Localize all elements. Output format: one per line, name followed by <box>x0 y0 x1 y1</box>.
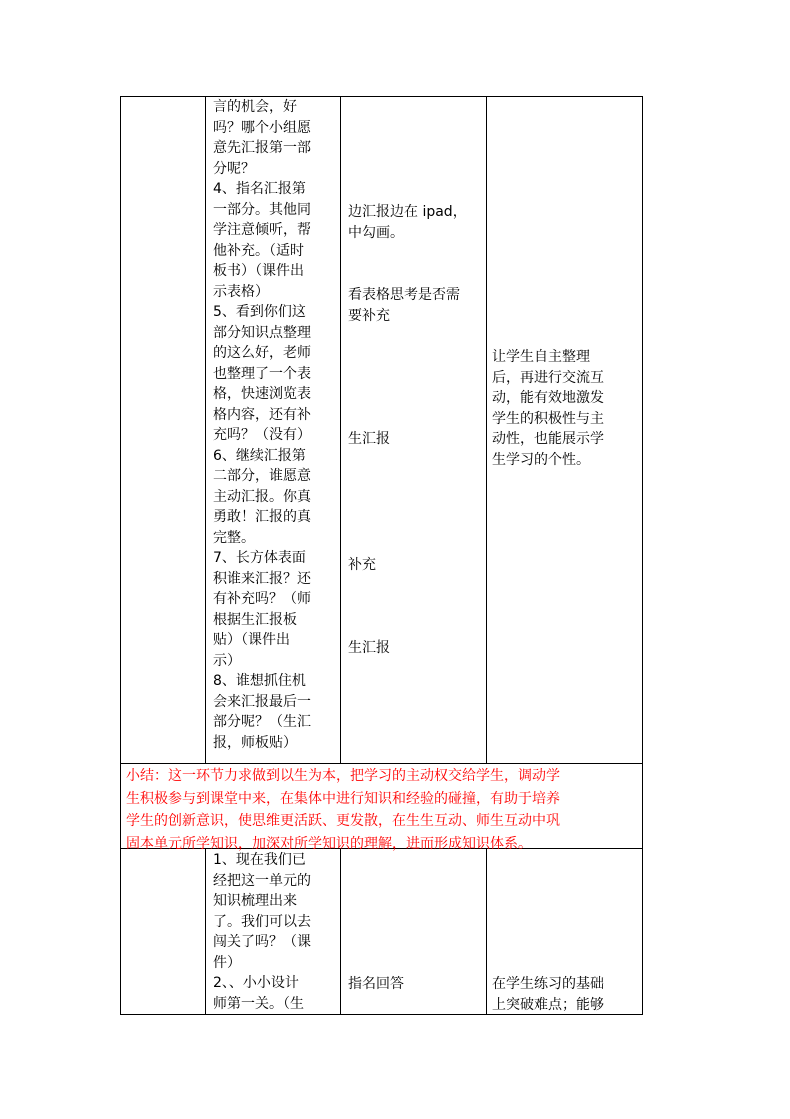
text-line: 部分呢？（生汇 <box>213 714 311 730</box>
text-line: 5、看到你们这 <box>213 304 306 320</box>
summary-top-border <box>120 763 643 764</box>
text-line: 生汇报 <box>348 640 390 656</box>
summary-line: 小结：这一环节力求做到以生为本，把学习的主动权交给学生，调动学 <box>126 768 560 784</box>
text-line: 充吗？（没有） <box>213 427 311 443</box>
text-line: 生汇报 <box>348 431 390 447</box>
student-activity-supplement <box>348 555 484 576</box>
text-line: 会来汇报最后一 <box>213 693 311 710</box>
student-activity-check-table <box>348 285 484 326</box>
text-line: 了。我们可以去 <box>213 913 311 930</box>
text-line: 件） <box>213 954 241 971</box>
text-line: 示） <box>213 652 241 669</box>
text-line: 学生的积极性与主 <box>492 410 604 427</box>
text-line: 动，能有效地激发 <box>492 390 604 406</box>
text-line: 在学生练习的基础 <box>492 976 604 992</box>
student-activity-report <box>348 202 484 243</box>
col-divider-1-bottom <box>205 848 206 1014</box>
text-line: 也整理了一个表 <box>213 365 311 382</box>
teacher-activity-cell <box>213 97 338 753</box>
summary-line: 学生的创新意识，使思维更活跃、更发散，在生生互动、师生互动中巩 <box>126 813 560 829</box>
text-line: 吗？哪个小组愿 <box>213 119 311 136</box>
text-line: 贴）（课件出 <box>213 632 290 648</box>
col-divider-1-top <box>205 96 206 763</box>
text-line: 边汇报边在 ipad， <box>348 204 467 220</box>
text-line: 二部分，谁愿意 <box>213 468 311 484</box>
summary-line: 生积极参与到课堂中来，在集体中进行知识和经验的碰撞，有助于培养 <box>126 790 560 807</box>
text-line: 2、、小小设计 <box>213 975 299 991</box>
text-line: 完整。 <box>213 529 255 546</box>
text-line: 格，快速浏览表 <box>213 386 311 402</box>
text-line: 学注意倾听，帮 <box>213 222 311 238</box>
teacher-activity-cell-2 <box>213 850 338 1014</box>
text-line: 闯关了吗？（课 <box>213 934 311 950</box>
text-line: 指名回答 <box>348 976 404 992</box>
text-line: 部分知识点整理 <box>213 324 311 341</box>
text-line: 8、谁想抓住机 <box>213 673 306 689</box>
table-left-border <box>120 96 121 1015</box>
summary-line: 固本单元所学知识，加深对所学知识的理解，进而形成知识体系。 <box>126 835 532 852</box>
table-top-border <box>120 96 643 97</box>
text-line: 师第一关。（生 <box>213 995 304 1012</box>
text-line: 要补充 <box>348 307 390 324</box>
text-line: 勇敢！汇报的真 <box>213 509 311 525</box>
text-line: 根据生汇报板 <box>213 611 297 628</box>
text-line: 后，再进行交流互 <box>492 369 604 386</box>
text-line: 格内容，还有补 <box>213 406 311 423</box>
text-line: 分呢？ <box>213 160 255 177</box>
student-activity-report-3 <box>348 638 484 659</box>
student-activity-answer <box>348 974 484 995</box>
text-line: 知识梳理出来 <box>213 893 297 909</box>
text-line: 有补充吗？（师 <box>213 591 311 607</box>
text-line: 他补充。（适时 <box>213 242 304 259</box>
text-line: 主动汇报。你真 <box>213 488 311 505</box>
text-line: 生学习的个性。 <box>492 451 590 468</box>
text-line: 7、长方体表面 <box>213 550 306 566</box>
col-divider-3-top <box>486 96 487 763</box>
table-right-border <box>642 96 643 1015</box>
design-intent-cell-2 <box>492 974 640 1015</box>
text-line: 一部分。其他同 <box>213 201 311 218</box>
design-intent-cell <box>492 347 640 470</box>
col-divider-3-bottom <box>486 848 487 1014</box>
text-line: 的这么好，老师 <box>213 345 311 361</box>
student-activity-report-2 <box>348 429 484 450</box>
text-line: 1、现在我们已 <box>213 852 306 868</box>
text-line: 积谁来汇报？还 <box>213 570 311 587</box>
text-line: 中勾画。 <box>348 224 404 241</box>
text-line: 报，师板贴） <box>213 734 297 751</box>
text-line: 4、指名汇报第 <box>213 181 306 197</box>
text-line: 让学生自主整理 <box>492 349 590 365</box>
text-line: 板书）（课件出 <box>213 263 304 279</box>
text-line: 补充 <box>348 557 376 573</box>
text-line: 看表格思考是否需 <box>348 287 460 303</box>
text-line: 示表格） <box>213 283 269 300</box>
text-line: 意先汇报第一部 <box>213 140 311 156</box>
text-line: 言的机会，好 <box>213 99 297 115</box>
text-line: 动性，也能展示学 <box>492 431 604 447</box>
col-divider-2-bottom <box>340 848 341 1014</box>
summary-note <box>126 765 641 855</box>
text-line: 上突破难点；能够 <box>492 996 604 1013</box>
text-line: 经把这一单元的 <box>213 872 311 889</box>
text-line: 6、继续汇报第 <box>213 447 306 464</box>
col-divider-2-top <box>340 96 341 763</box>
